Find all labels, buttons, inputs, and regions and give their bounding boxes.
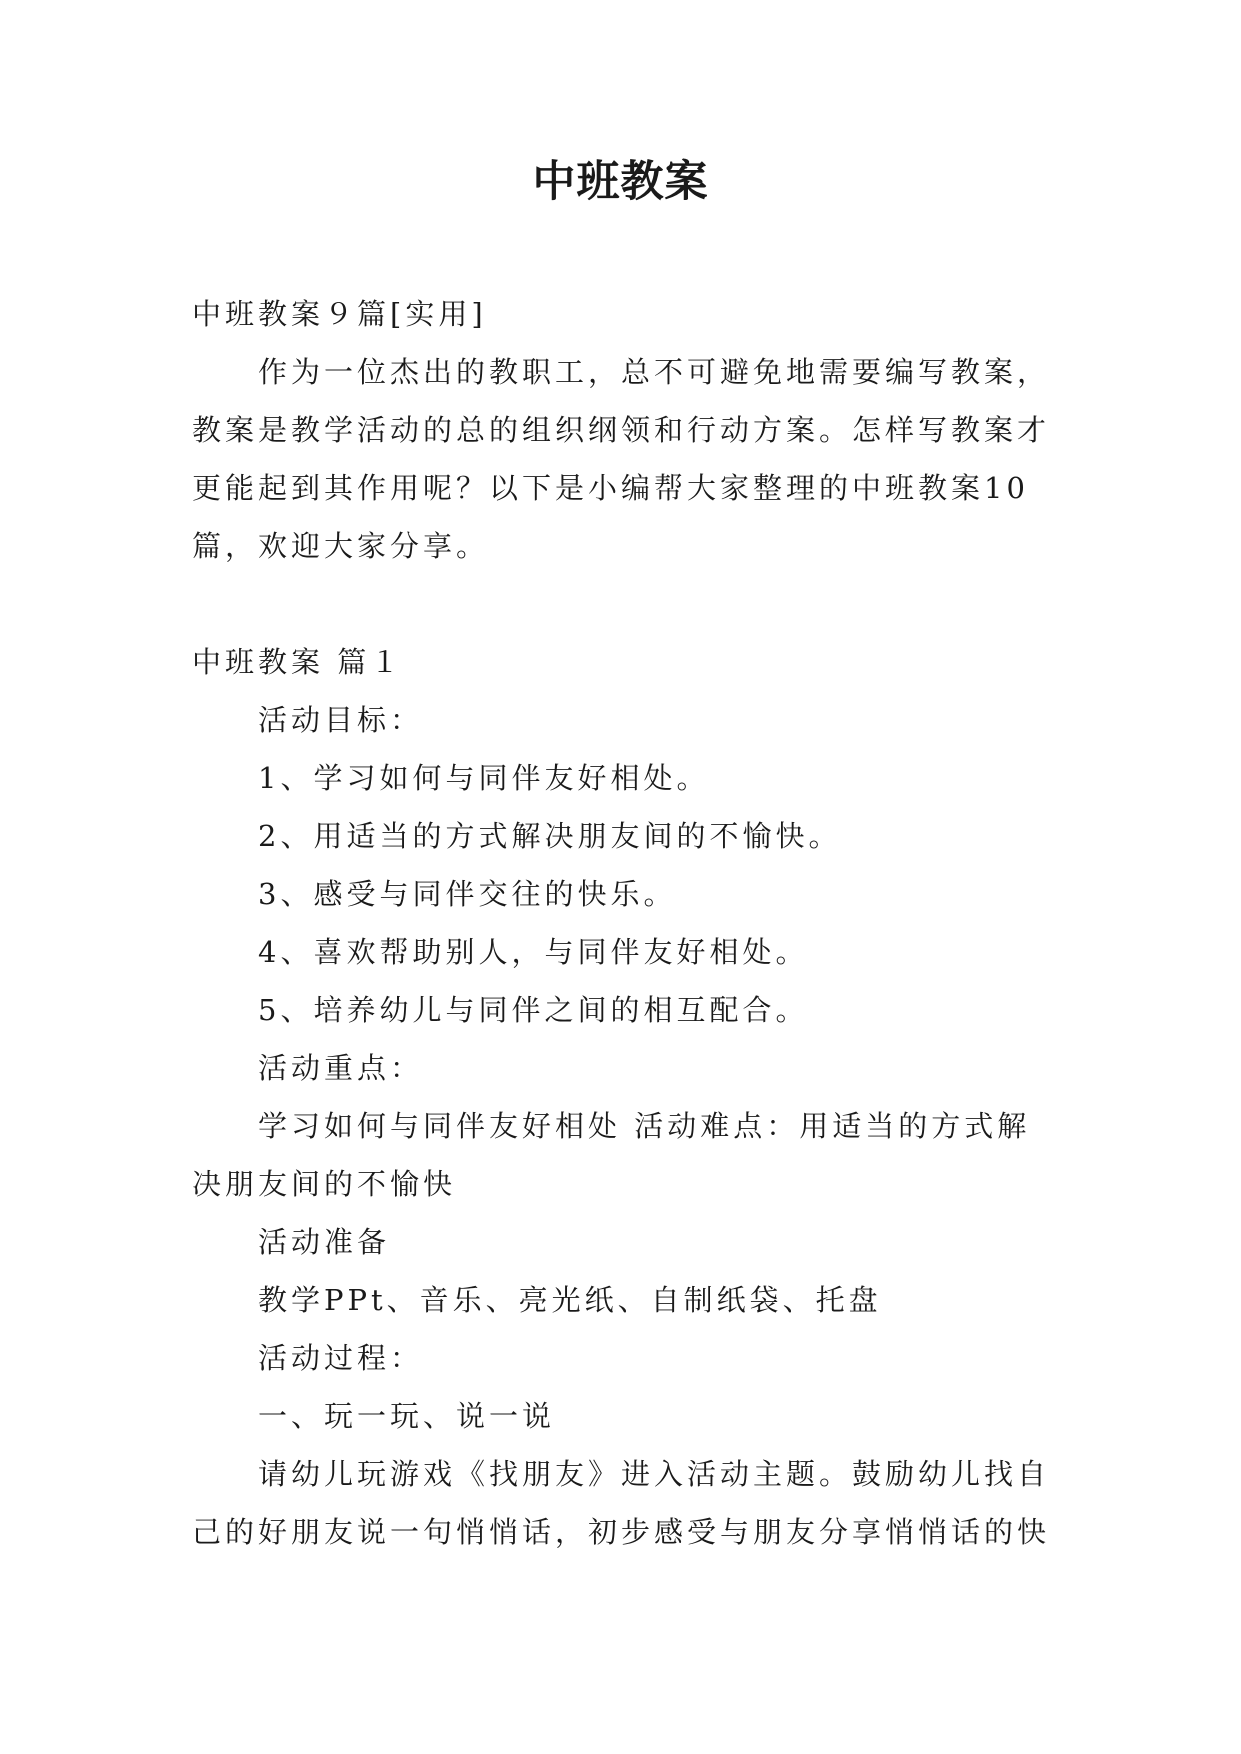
goal-item: 4、喜欢帮助别人，与同伴友好相处。 [258, 935, 809, 969]
document-title: 中班教案 [532, 157, 709, 207]
step-title: 一、玩一玩、说一说 [258, 1399, 556, 1433]
goals-label: 活动目标： [258, 703, 424, 737]
paragraph-gap [192, 575, 1062, 633]
document-body [192, 285, 1062, 1561]
step-line: 己的好朋友说一句悄悄话，初步感受与朋友分享悄悄话的快 [192, 1515, 1051, 1549]
prep-label: 活动准备 [258, 1225, 391, 1259]
focus-line: 学习如何与同伴友好相处 活动难点：用适当的方式解 [258, 1109, 1031, 1143]
goal-item: 1、学习如何与同伴友好相处。 [258, 761, 710, 795]
process-label: 活动过程： [258, 1341, 424, 1375]
focus-label: 活动重点： [258, 1051, 424, 1085]
prep-text: 教学PPt、音乐、亮光纸、自制纸袋、托盘 [258, 1283, 882, 1317]
document-subtitle: 中班教案９篇[实用] [192, 297, 487, 331]
goal-item: 5、培养幼儿与同伴之间的相互配合。 [258, 993, 809, 1027]
intro-line: 更能起到其作用呢？以下是小编帮大家整理的中班教案10 [192, 471, 1029, 505]
goal-item: 3、感受与同伴交往的快乐。 [258, 877, 677, 911]
section-heading: 中班教案 篇１ [192, 645, 404, 679]
goal-item: 2、用适当的方式解决朋友间的不愉快。 [258, 819, 842, 853]
focus-line: 决朋友间的不愉快 [192, 1167, 457, 1201]
intro-line: 作为一位杰出的教职工，总不可避免地需要编写教案， [258, 355, 1051, 389]
intro-line: 篇，欢迎大家分享。 [192, 529, 490, 563]
intro-line: 教案是教学活动的总的组织纲领和行动方案。怎样写教案才 [192, 413, 1051, 447]
step-line: 请幼儿玩游戏《找朋友》进入活动主题。鼓励幼儿找自 [258, 1457, 1051, 1491]
